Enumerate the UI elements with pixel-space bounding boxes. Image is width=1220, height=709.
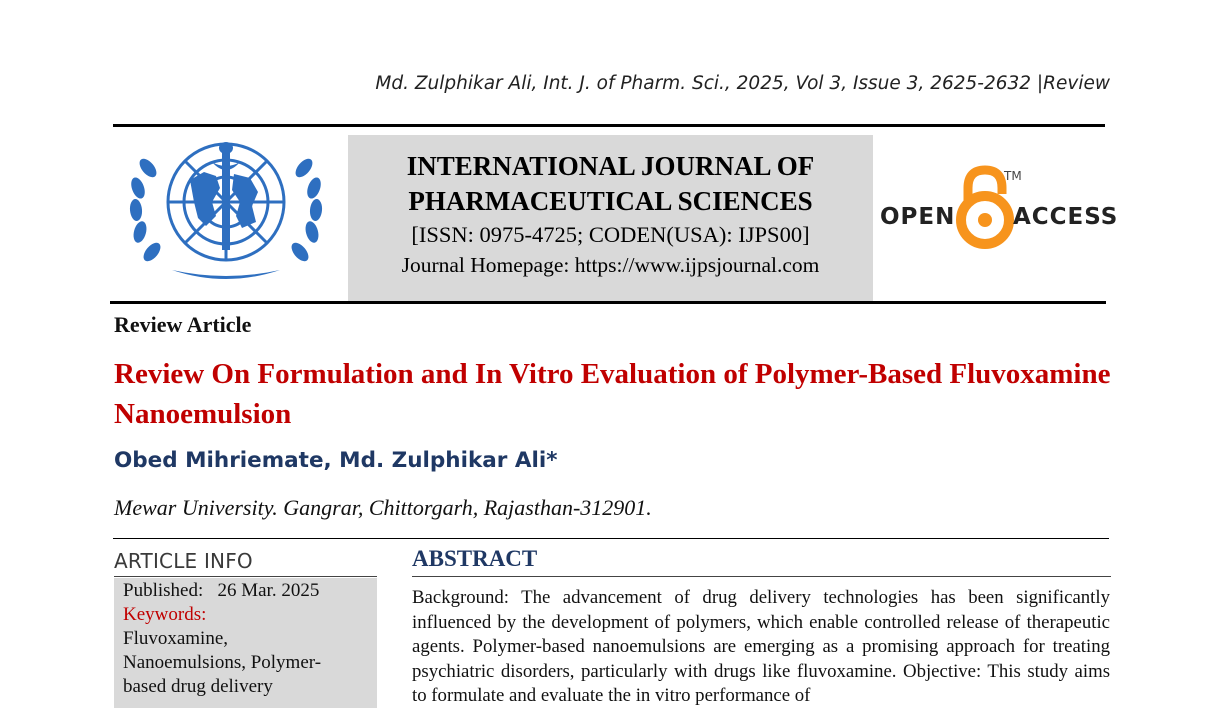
abstract-rule xyxy=(412,576,1111,577)
published-label: Published: xyxy=(123,580,204,601)
abstract-body: Background: The advancement of drug delivery technologies has been significantly influenced by the development of polymers, which enable controlled release of therapeutic agents. Polymer-based nanoemulsions are emerging as a promising approach for treating psychiatric disorders, particularly with drugs like fluvoxamine. Objective: This study aims to formulate and evaluate the in vitro performance of xyxy=(412,587,1110,707)
article-info-rule xyxy=(114,576,377,577)
keywords-label: Keywords: xyxy=(123,604,207,625)
section-divider xyxy=(113,538,1109,539)
article-info-heading: ARTICLE INFO xyxy=(114,549,253,573)
published-row xyxy=(123,579,377,603)
article-title: Review On Formulation and In Vitro Evaluation of Polymer-Based Fluvoxamine Nanoemulsion xyxy=(114,358,1111,430)
open-access-access-text: ACCESS xyxy=(1013,204,1119,230)
article-info-box xyxy=(114,578,377,708)
running-head: Md. Zulphikar Ali, Int. J. of Pharm. Sci., 2025, Vol 3, Issue 3, 2625-2632 |Review xyxy=(375,73,1110,94)
article-type: Review Article xyxy=(114,312,252,337)
open-lock-icon xyxy=(961,170,1009,244)
journal-masthead xyxy=(348,135,873,301)
issn-line: [ISSN: 0975-4725; CODEN(USA): IJPS00] xyxy=(411,222,810,247)
abstract-heading: ABSTRACT xyxy=(412,546,538,571)
author-affiliation: Mewar University. Gangrar, Chittorgarh, Rajasthan-312901. xyxy=(114,495,652,520)
open-access-logo xyxy=(880,168,1119,252)
open-access-open-text: OPEN xyxy=(880,204,956,230)
header-top-rule xyxy=(113,124,1105,127)
journal-name: INTERNATIONAL JOURNAL OF PHARMACEUTICAL SCIENCES xyxy=(406,151,815,216)
article-authors: Obed Mihriemate, Md. Zulphikar Ali* xyxy=(114,448,558,473)
journal-emblem-logo xyxy=(124,132,328,284)
homepage-line: Journal Homepage: https://www.ijpsjournal.com xyxy=(401,253,820,277)
open-access-tm: TM xyxy=(1004,169,1022,183)
header-bottom-rule xyxy=(110,301,1106,304)
published-date: 26 Mar. 2025 xyxy=(217,580,320,601)
keywords-text: Fluvoxamine, Nanoemulsions, Polymer-based drug delivery xyxy=(123,628,322,697)
